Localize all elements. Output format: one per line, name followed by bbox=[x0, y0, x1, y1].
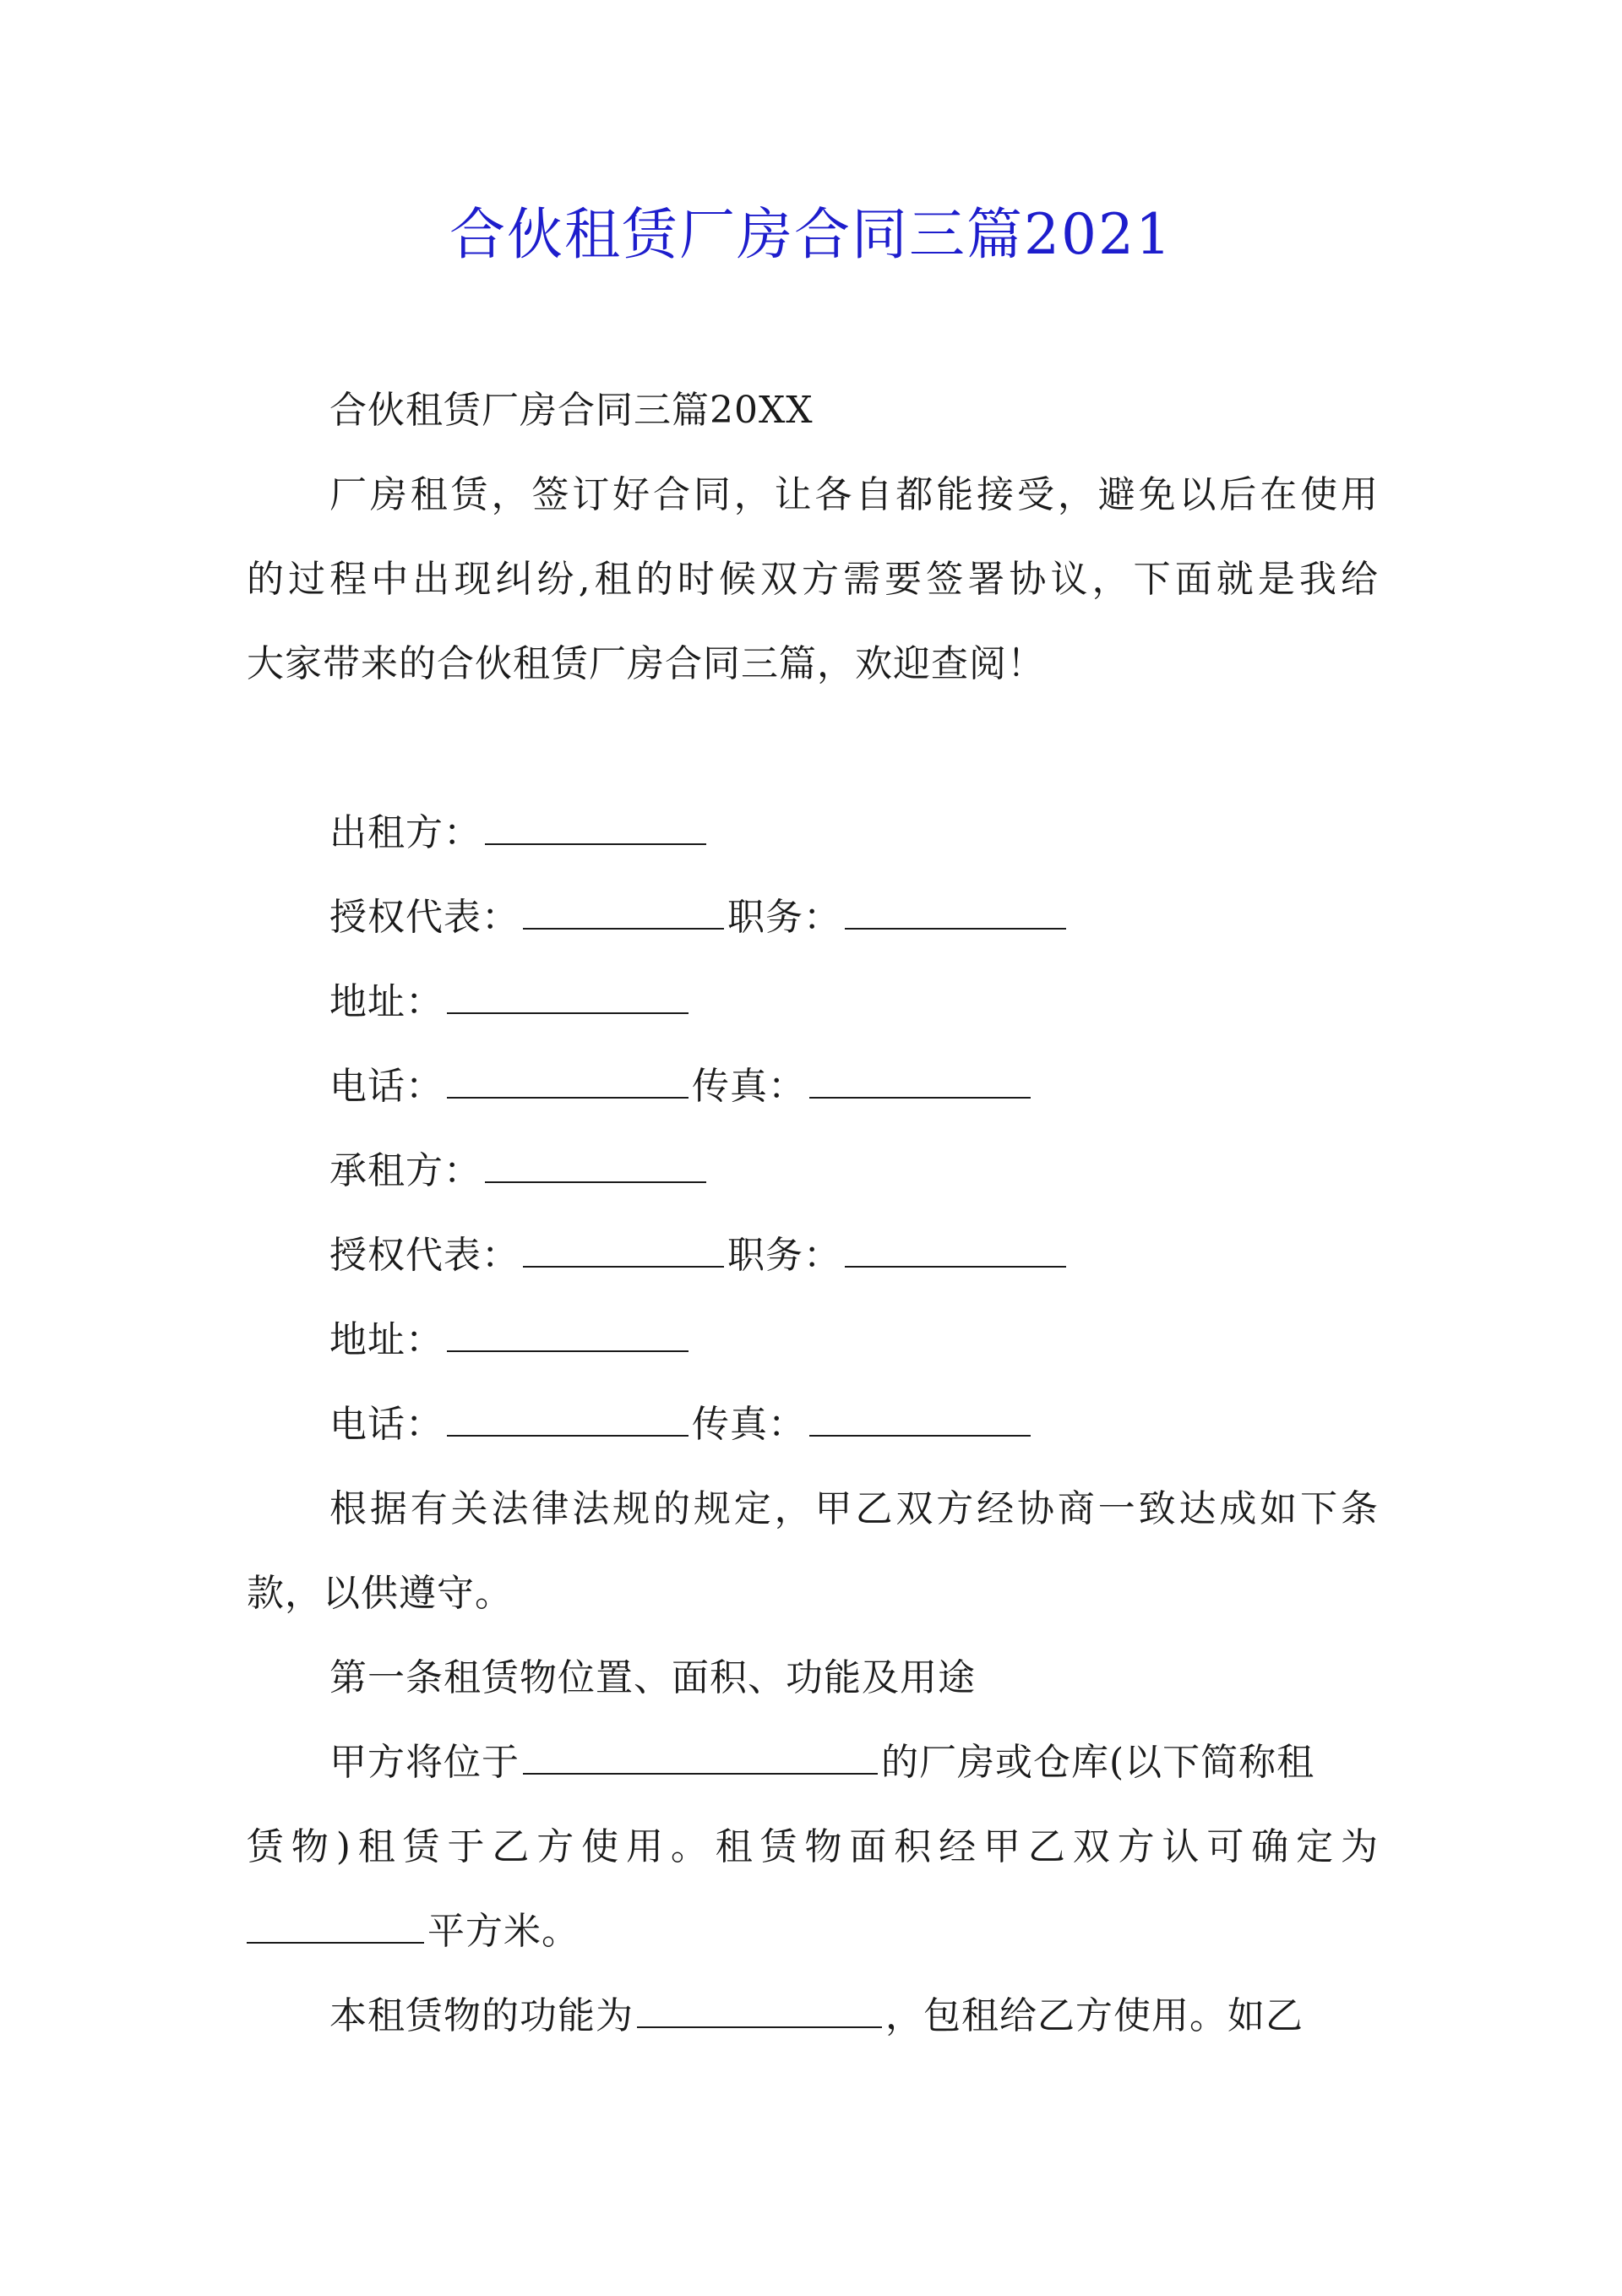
lessor-fax-blank[interactable] bbox=[809, 1063, 1031, 1099]
lessor-phone-row bbox=[329, 1061, 1379, 1112]
lessor-position-blank[interactable] bbox=[845, 894, 1066, 930]
intro-line-3: 大家带来的合伙租赁厂房合同三篇，欢迎查阅！ bbox=[247, 642, 1045, 685]
article1-p2-text-a: 本租赁物的功能为 bbox=[329, 1994, 634, 2037]
lessee-position-label: 职务： bbox=[727, 1234, 841, 1277]
agreement-line-1: 根据有关法律法规的规定，甲乙双方经协商一致达成如下条 bbox=[329, 1487, 1379, 1530]
lessor-label: 出租方： bbox=[329, 811, 482, 854]
lessor-position-label: 职务： bbox=[727, 896, 841, 939]
lessor-phone-blank[interactable] bbox=[447, 1063, 689, 1099]
lessee-address-blank[interactable] bbox=[447, 1317, 689, 1352]
lessee-label: 承租方： bbox=[329, 1149, 482, 1192]
lessee-phone-row bbox=[329, 1399, 1379, 1450]
article1-p1-text-b: 的厂房或仓库(以下简称租 bbox=[881, 1741, 1315, 1784]
lessee-blank[interactable] bbox=[485, 1148, 706, 1183]
lessee-rep-blank[interactable] bbox=[523, 1232, 724, 1268]
lessor-address-label: 地址： bbox=[329, 980, 444, 1023]
lessor-phone-label: 电话： bbox=[329, 1065, 444, 1108]
location-blank[interactable] bbox=[523, 1739, 878, 1775]
intro-line-1: 厂房租赁，签订好合同，让各自都能接受，避免以后在使用 bbox=[329, 473, 1379, 516]
article1-heading: 第一条租赁物位置、面积、功能及用途 bbox=[329, 1656, 976, 1699]
lessee-phone-blank[interactable] bbox=[447, 1401, 689, 1437]
lessor-rep-label: 授权代表： bbox=[329, 896, 520, 939]
lessee-rep-label: 授权代表： bbox=[329, 1234, 520, 1277]
lessor-address-row bbox=[329, 977, 1379, 1028]
article1-p1-line2: 赁物)租赁于乙方使用。租赁物面积经甲乙双方认可确定为 bbox=[247, 1825, 1379, 1868]
lessor-row bbox=[329, 808, 1379, 859]
lessor-rep-row bbox=[329, 892, 1379, 943]
lessee-row bbox=[329, 1146, 1379, 1197]
function-blank[interactable] bbox=[637, 1993, 882, 2028]
lessor-blank[interactable] bbox=[485, 810, 706, 845]
article1-p1-line1 bbox=[329, 1737, 1379, 1788]
lessor-rep-blank[interactable] bbox=[523, 894, 724, 930]
article1-p1-line3 bbox=[247, 1906, 1379, 1957]
lessor-fax-label: 传真： bbox=[692, 1065, 806, 1108]
document-subtitle: 合伙租赁厂房合同三篇20XX bbox=[329, 389, 814, 432]
lessor-address-blank[interactable] bbox=[447, 979, 689, 1014]
area-blank[interactable] bbox=[247, 1908, 424, 1944]
article1-p2-line1 bbox=[329, 1991, 1379, 2042]
lessee-fax-blank[interactable] bbox=[809, 1401, 1031, 1437]
document-title: 合伙租赁厂房合同三篇2021 bbox=[449, 202, 1173, 267]
lessee-fax-label: 传真： bbox=[692, 1403, 806, 1446]
lessee-rep-row bbox=[329, 1230, 1379, 1281]
lessee-address-row bbox=[329, 1315, 1379, 1366]
article1-p1-text-c: 平方米。 bbox=[427, 1910, 580, 1953]
lessee-phone-label: 电话： bbox=[329, 1403, 444, 1446]
agreement-line-2: 款，以供遵守。 bbox=[247, 1572, 513, 1615]
intro-line-2: 的过程中出现纠纷,租的时候双方需要签署协议，下面就是我给 bbox=[247, 558, 1379, 601]
lessee-position-blank[interactable] bbox=[845, 1232, 1066, 1268]
lessee-address-label: 地址： bbox=[329, 1318, 444, 1361]
article1-p2-text-b: ，包租给乙方使用。如乙 bbox=[885, 1994, 1304, 2037]
article1-p1-text-a: 甲方将位于 bbox=[329, 1741, 520, 1784]
